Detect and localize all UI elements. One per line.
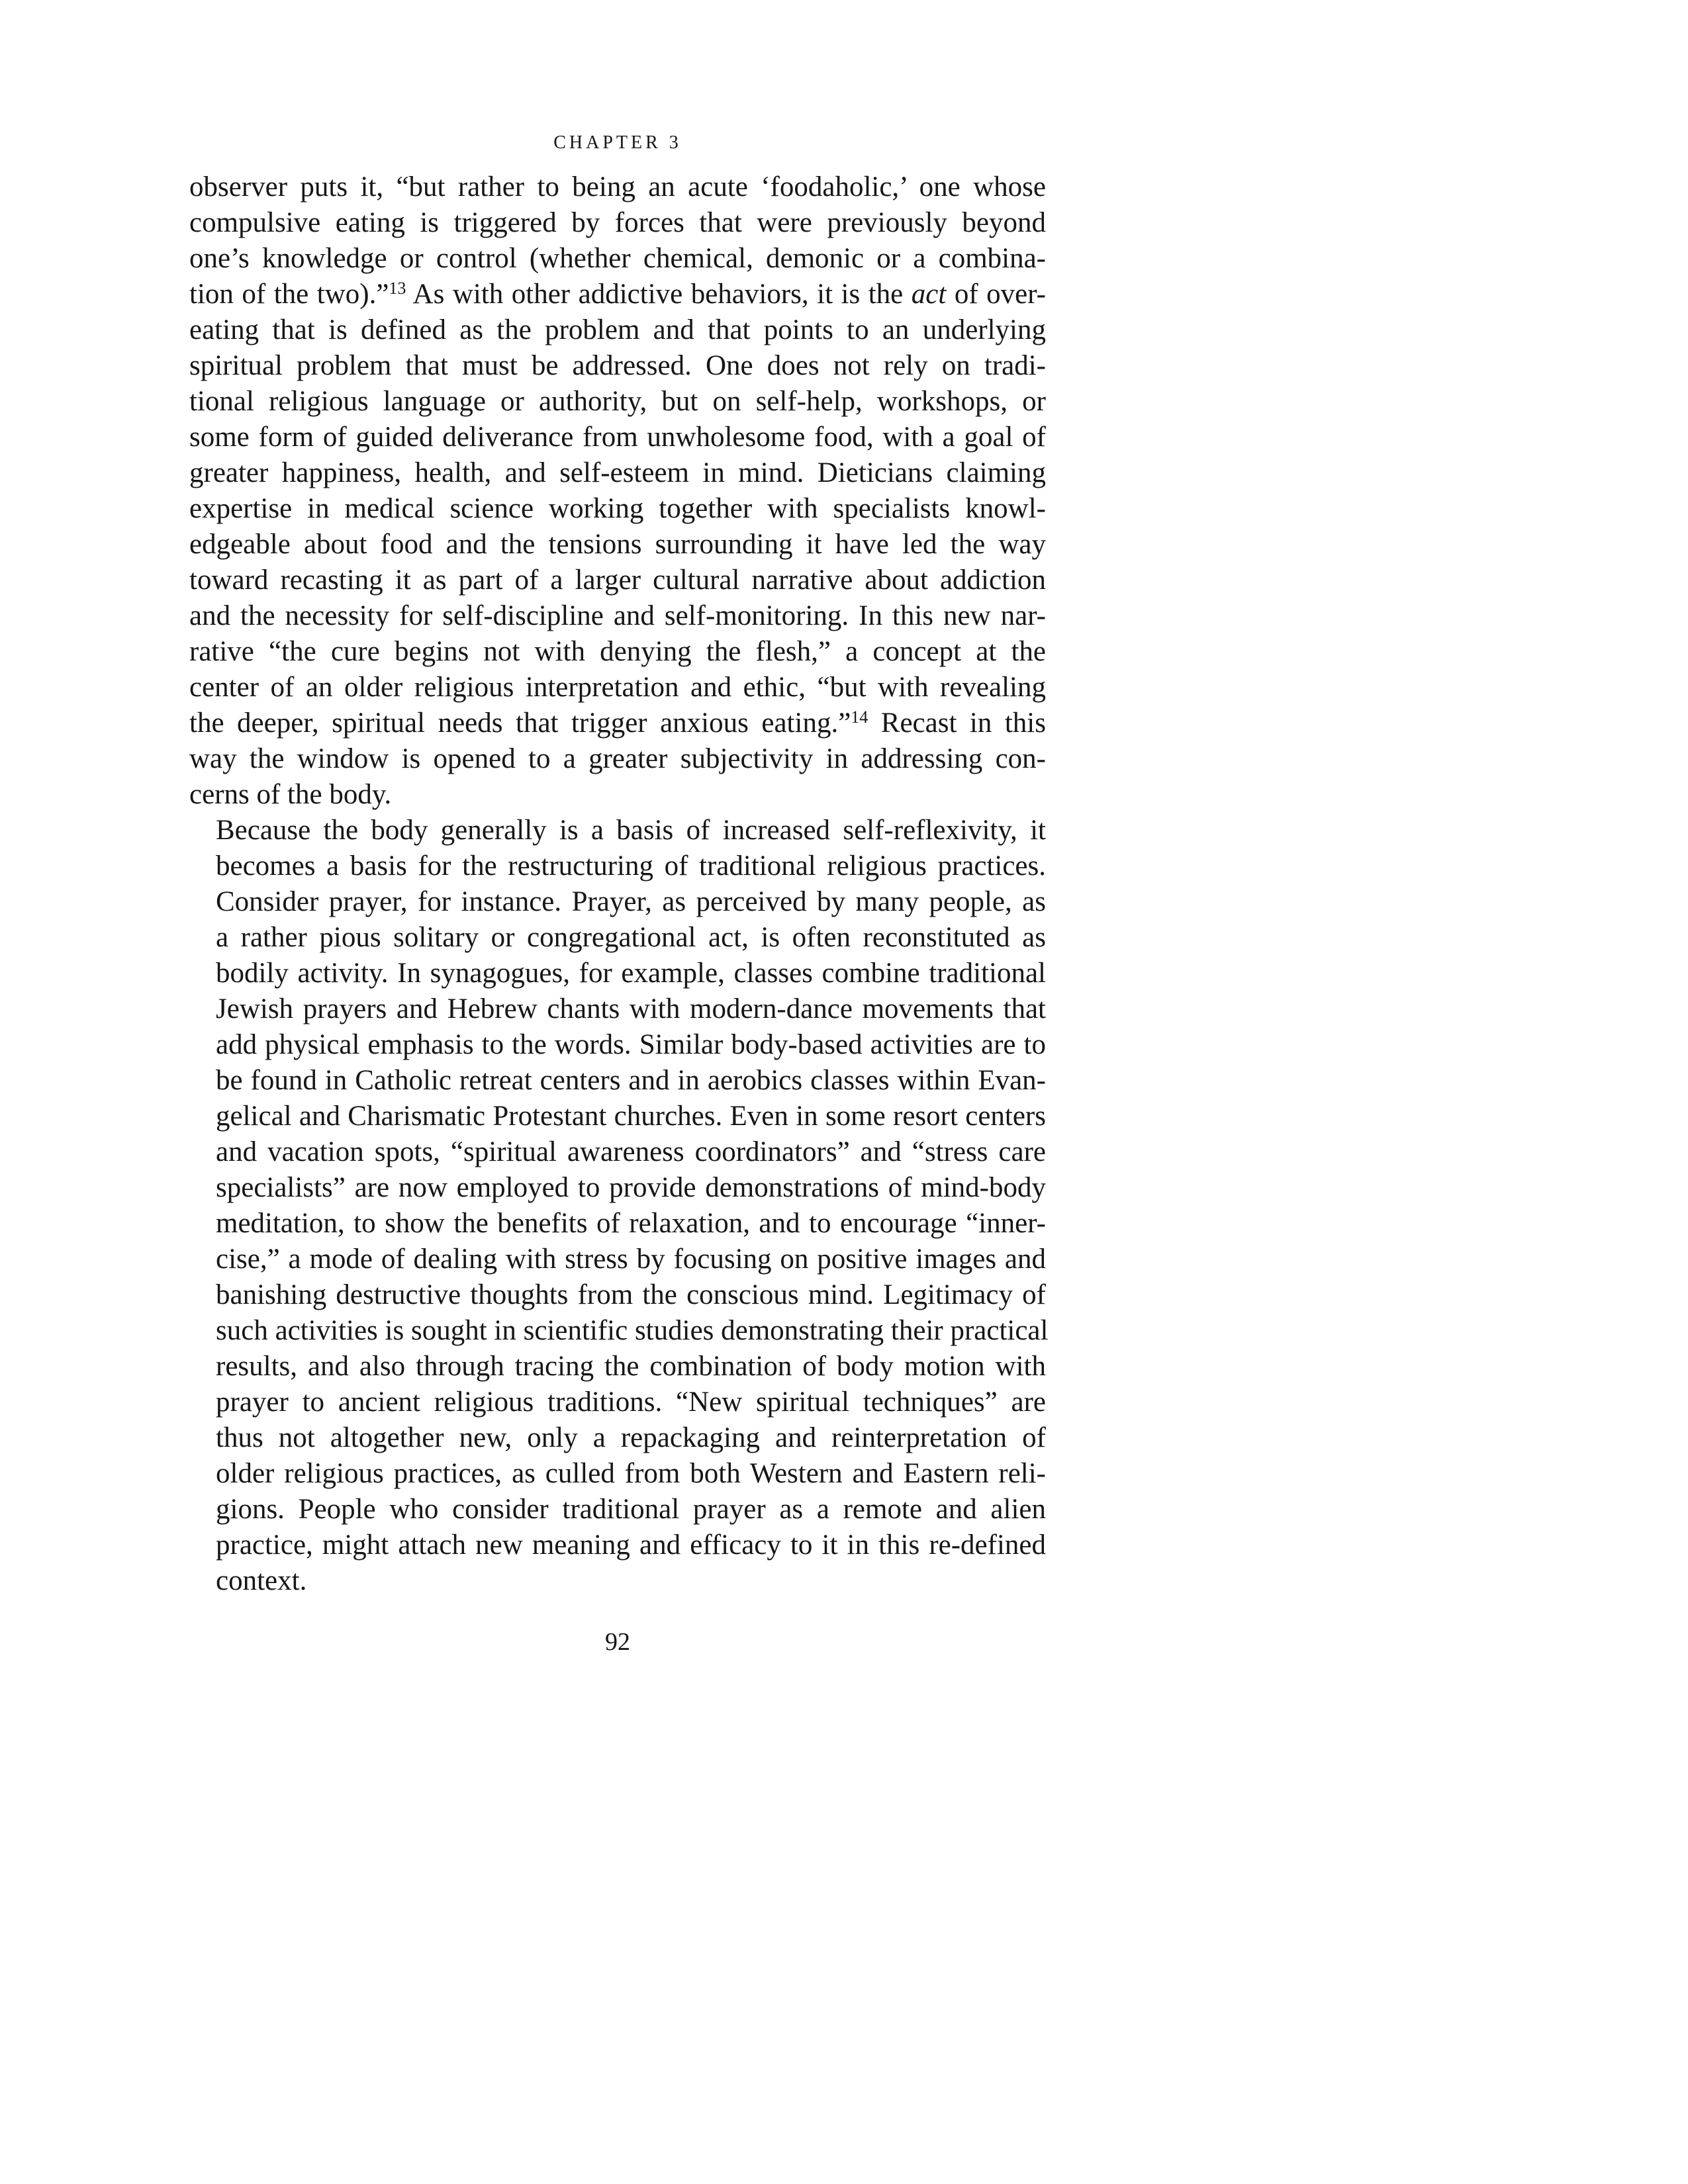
text-line: banishing destructive thoughts from the conscious mind. Legitimacy of bbox=[216, 1279, 1046, 1310]
text-line: edgeable about food and the tensions surrounding it have led the way bbox=[189, 529, 1046, 560]
text-line: some form of guided deliverance from unwholesome food, with a goal of bbox=[189, 422, 1046, 453]
text-segment: of over- bbox=[946, 279, 1046, 310]
text-line: one’s knowledge or control (whether chemical, demonic or a combina- bbox=[189, 243, 1046, 274]
text-line: observer puts it, “but rather to being an acute ‘foodaholic,’ one whose bbox=[189, 171, 1046, 203]
text-line: cise,” a mode of dealing with stress by focusing on positive images and bbox=[216, 1244, 1046, 1275]
text-line: rative “the cure begins not with denying the flesh,” a concept at the bbox=[189, 636, 1046, 667]
text-line: results, and also through tracing the combination of body motion with bbox=[216, 1351, 1046, 1382]
page-number: 92 bbox=[605, 1628, 630, 1656]
text-line: practice, might attach new meaning and efficacy to it in this re-defined bbox=[216, 1529, 1046, 1561]
text-line: gions. People who consider traditional prayer as a remote and alien bbox=[216, 1494, 1046, 1525]
text-line: add physical emphasis to the words. Similar body-based activities are to bbox=[216, 1029, 1046, 1060]
text-line: thus not altogether new, only a repackaging and reinterpretation of bbox=[216, 1422, 1046, 1453]
text-line: gelical and Charismatic Protestant churches. Even in some resort centers bbox=[216, 1101, 1046, 1132]
text-line: eating that is defined as the problem and that points to an underlying bbox=[189, 314, 1046, 345]
text-segment: tion of the two).” bbox=[189, 279, 389, 310]
text-line: such activities is sought in scientific studies demonstrating their practical bbox=[216, 1315, 1049, 1346]
text-line: Consider prayer, for instance. Prayer, as perceived by many people, as bbox=[216, 886, 1046, 917]
text-line: cerns of the body. bbox=[189, 779, 392, 810]
text-line: prayer to ancient religious traditions. “New spiritual techniques” are bbox=[216, 1387, 1046, 1418]
footnote-reference: 14 bbox=[851, 707, 868, 727]
text-line: spiritual problem that must be addressed. One does not rely on tradi- bbox=[189, 350, 1046, 381]
text-line: meditation, to show the benefits of relaxation, and to encourage “inner- bbox=[216, 1208, 1046, 1239]
text-line: way the window is opened to a greater subjectivity in addressing con- bbox=[189, 743, 1046, 774]
footnote-reference: 13 bbox=[389, 279, 406, 298]
text-line: Jewish prayers and Hebrew chants with modern-dance movements that bbox=[216, 993, 1046, 1024]
text-line: becomes a basis for the restructuring of traditional religious practices. bbox=[216, 850, 1046, 882]
text-line: specialists” are now employed to provide demonstrations of mind-body bbox=[216, 1172, 1046, 1203]
text-line: be found in Catholic retreat centers and in aerobics classes within Evan- bbox=[216, 1065, 1046, 1096]
text-segment: Recast in this bbox=[868, 707, 1046, 739]
text-line: a rather pious solitary or congregational act, is often reconstituted as bbox=[216, 922, 1046, 953]
text-line: bodily activity. In synagogues, for example, classes combine traditional bbox=[216, 958, 1046, 989]
text-segment: As with other addictive behaviors, it is the bbox=[406, 279, 912, 310]
running-head: CHAPTER 3 bbox=[553, 132, 682, 153]
text-segment: the deeper, spiritual needs that trigger anxious eating.” bbox=[189, 707, 851, 739]
text-line: and vacation spots, “spiritual awareness coordinators” and “stress care bbox=[216, 1136, 1046, 1167]
text-line: older religious practices, as culled from both Western and Eastern reli- bbox=[216, 1458, 1046, 1489]
text-line: greater happiness, health, and self-esteem in mind. Dieticians claiming bbox=[189, 457, 1046, 488]
text-line bbox=[189, 277, 1046, 312]
text-line: compulsive eating is triggered by forces that were previously beyond bbox=[189, 207, 1046, 238]
paragraph bbox=[189, 169, 1046, 813]
emphasized-text: act bbox=[911, 279, 947, 310]
text-line: expertise in medical science working together with specialists knowl- bbox=[189, 493, 1046, 524]
body-text bbox=[189, 169, 1049, 1599]
text-line: tional religious language or authority, but on self-help, workshops, or bbox=[189, 386, 1046, 417]
paragraph bbox=[189, 813, 1049, 1599]
text-line: and the necessity for self-discipline and self-monitoring. In this new nar- bbox=[189, 600, 1046, 631]
text-line bbox=[189, 705, 1046, 741]
text-line: toward recasting it as part of a larger cultural narrative about addiction bbox=[189, 565, 1046, 596]
text-line: Because the body generally is a basis of increased self-reflexivity, it bbox=[216, 815, 1046, 846]
text-line: center of an older religious interpretation and ethic, “but with revealing bbox=[189, 672, 1046, 703]
text-line: context. bbox=[216, 1565, 307, 1596]
